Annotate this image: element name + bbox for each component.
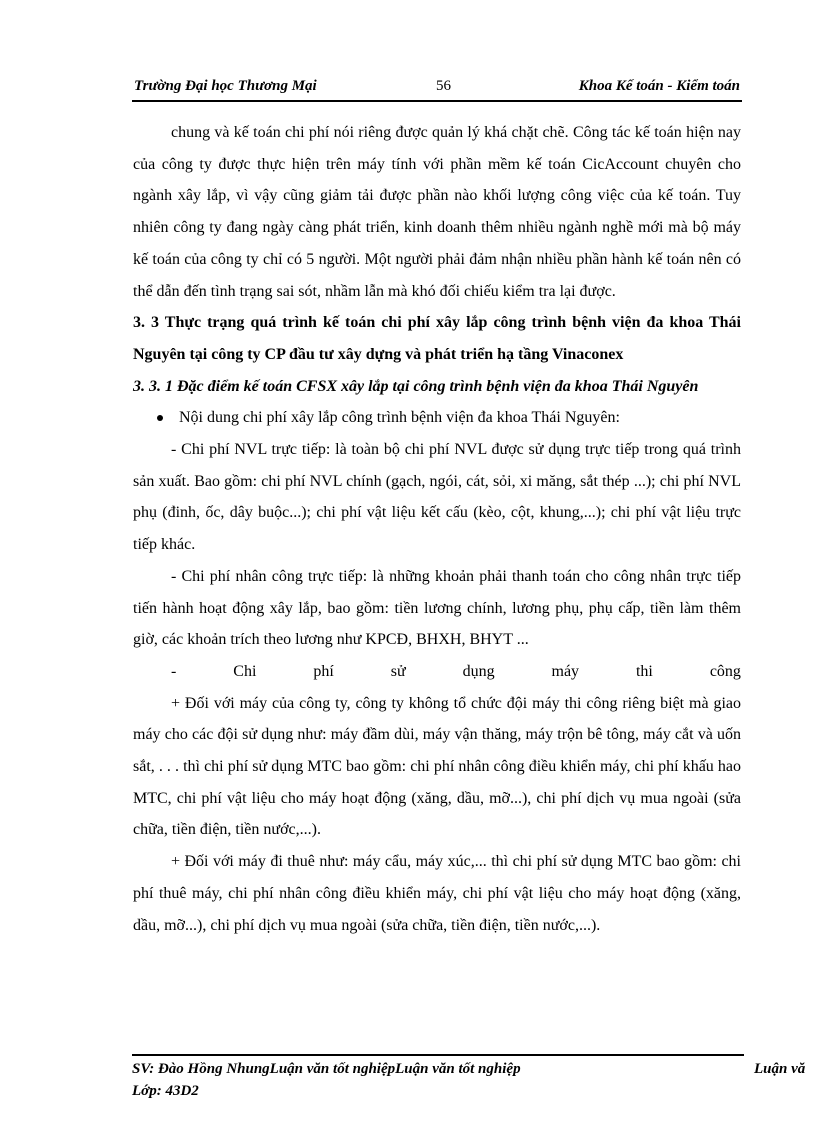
footer-right-text: Luận vă — [754, 1061, 806, 1077]
paragraph-own-machines: + Đối với máy của công ty, công ty không tổ chức đội máy thi công riêng biệt mà giao máy cho các đội sử dụng như: máy đầm dùi, máy vận thăng, máy trộn bê tông, máy cắt và uốn sắt, . . . thì chi phí sử dụng MTC bao gồm: chi phí nhân công điều khiển máy, chi phí khấu hao MTC, chi phí vật liệu cho máy hoạt động (xăng, dầu, mỡ...), chi phí dịch vụ mua ngoài (sửa chữa, tiền điện, tiền nước,...). — [133, 694, 741, 839]
header-faculty-name: Khoa Kế toán - Kiểm toán — [578, 78, 740, 94]
footer-student-name: SV: Đào Hồng NhungLuận văn tốt nghiệpLuận văn tốt nghiệp — [132, 1061, 521, 1077]
paragraph-accounting-overview: chung và kế toán chi phí nói riêng được quản lý khá chặt chẽ. Công tác kế toán hiện nay của công ty được thực hiện trên máy tính với phần mềm kế toán CicAccount chuyên cho ngành xây lắp, vì vậy cũng giảm tải được phần nào khối lượng công việc của kế toán. Tuy nhiên công ty đang ngày càng phát triển, kinh doanh thêm nhiều ngành nghề mới mà bộ máy kế toán của công ty chỉ có 5 người. Một người phải đảm nhận nhiều phần hành kế toán nên có thể dẫn đến tình trạng sai sót, nhầm lẫn mà khó đối chiếu kiểm tra lại được. — [133, 124, 741, 300]
bullet-dot-icon — [157, 415, 163, 421]
header-divider — [132, 100, 742, 102]
paragraph-labor-cost: - Chi phí nhân công trực tiếp: là những khoản phải thanh toán cho công nhân trực tiếp tiến hành hoạt động xây lắp, bao gồm: tiền lương chính, lương phụ, phụ cấp, tiền làm thêm giờ, các khoản trích theo lương như KPCĐ, BHXH, BHYT ... — [133, 567, 741, 649]
machine-cost-word: Chi — [233, 662, 257, 680]
machine-cost-word: công — [709, 662, 741, 680]
bullet-item-text: Nội dung chi phí xây lắp công trình bệnh viện đa khoa Thái Nguyên: — [179, 409, 620, 427]
page-footer — [132, 1058, 816, 1102]
machine-cost-word: máy — [551, 662, 580, 680]
page-number: 56 — [436, 78, 451, 94]
machine-cost-word: thi — [635, 662, 653, 680]
paragraph-rented-machines: + Đối với máy đi thuê như: máy cẩu, máy xúc,... thì chi phí sử dụng MTC bao gồm: chi phí thuê máy, chi phí nhân công điều khiển máy, chi phí vật liệu cho máy hoạt động (xăng, dầu, mỡ...), chi phí dịch vụ mua ngoài (sửa chữa, tiền điện, tiền nước,...). — [133, 853, 741, 934]
bullet-item-cost-content — [133, 402, 741, 434]
subsection-heading-3-3-1: 3. 3. 1 Đặc điểm kế toán CFSX xây lắp tại công trình bệnh viện đa khoa Thái Nguyên — [133, 377, 699, 395]
footer-divider — [132, 1054, 744, 1056]
machine-cost-word: sử — [390, 662, 406, 680]
paragraph-machine-cost-heading — [133, 656, 741, 688]
header-school-name: Trường Đại học Thương Mại — [134, 78, 317, 94]
document-body — [133, 117, 741, 941]
paragraph-material-cost: - Chi phí NVL trực tiếp: là toàn bộ chi phí NVL được sử dụng trực tiếp trong quá trình sản xuất. Bao gồm: chi phí NVL chính (gạch, ngói, cát, sỏi, xi măng, sắt thép ...); chi phí NVL phụ (đinh, ốc, dây buộc...); chi phí vật liệu kết cấu (kèo, cột, khung,...); chi phí vật liệu trực tiếp khác. — [133, 441, 741, 554]
section-heading-3-3: 3. 3 Thực trạng quá trình kế toán chi phí xây lắp công trình bệnh viện đa khoa Thái Nguyên tại công ty CP đầu tư xây dựng và phát triển hạ tầng Vinaconex — [133, 314, 741, 363]
machine-cost-word: dụng — [462, 662, 495, 680]
machine-cost-word: phí — [313, 662, 334, 680]
page-header — [134, 76, 740, 100]
machine-cost-word: - — [171, 662, 177, 680]
footer-class: Lớp: 43D2 — [132, 1083, 199, 1099]
